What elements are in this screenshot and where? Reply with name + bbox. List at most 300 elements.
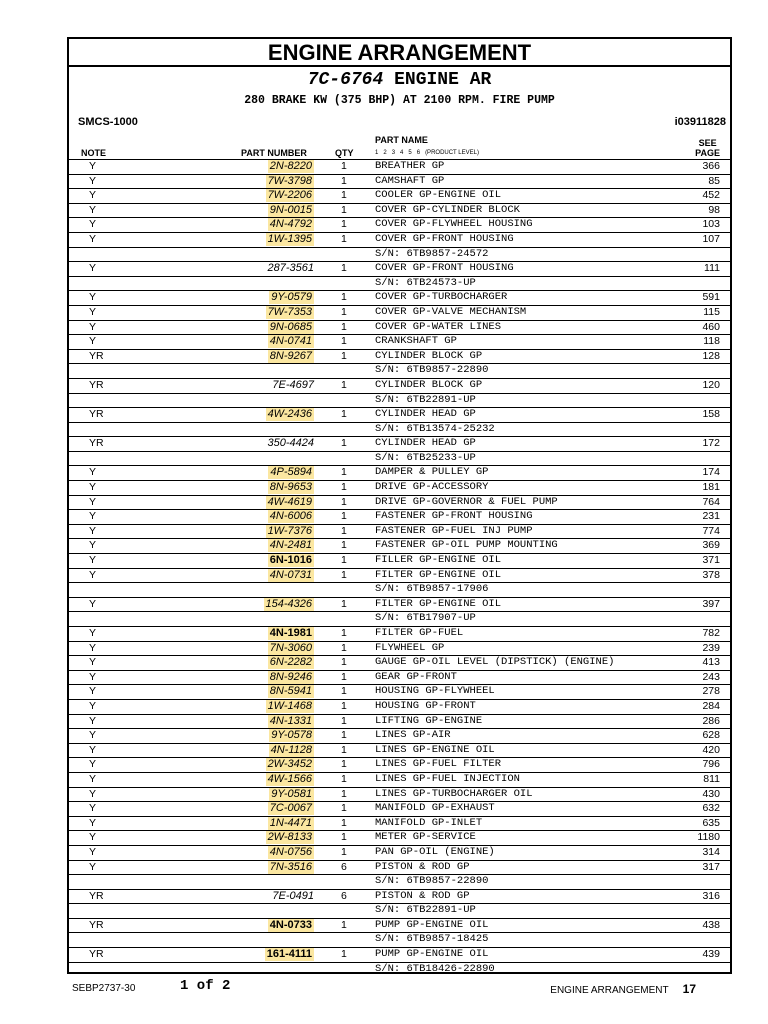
table-row [69,830,730,845]
table-row [69,889,730,904]
part-number-cell: 8N-9246 [269,670,312,683]
part-name-cell: CYLINDER HEAD GP [375,408,476,421]
qty-cell: 1 [341,699,347,712]
qty-cell: 1 [341,743,347,756]
note-cell: YR [89,918,104,931]
note-cell: Y [89,539,97,552]
see-page-cell: 243 [702,670,720,683]
part-name-cell: COVER GP-TURBOCHARGER [375,291,508,304]
see-page-cell: 174 [702,466,720,479]
see-page-cell: 158 [702,408,720,421]
serial-range-row [69,903,730,918]
part-number-cell: 9Y-0579 [271,291,312,304]
part-name-cell: COOLER GP-ENGINE OIL [375,189,502,202]
part-name-cell: CRANKSHAFT GP [375,335,457,348]
part-number-cell: 4N-0756 [269,845,312,858]
part-name-cell: S/N: 6TB18426-22890 [375,962,495,975]
serial-range-row [69,393,730,408]
part-name-cell: DAMPER & PULLEY GP [375,466,489,479]
part-number-cell: 4N-0733 [269,918,312,931]
part-number-cell: 4N-6006 [269,510,312,523]
part-number-cell: 2W-8133 [267,831,312,844]
part-number-cell: 287-3561 [267,262,314,275]
note-cell: Y [89,262,97,275]
see-page-cell: 371 [702,554,720,567]
level-5: 5 [408,150,412,156]
note-cell: Y [89,714,97,727]
note-cell: Y [89,772,97,785]
see-page-cell: 452 [702,189,720,202]
see-page-cell: 397 [702,597,720,610]
qty-cell: 1 [341,948,347,961]
part-name-cell: GAUGE GP-OIL LEVEL (DIPSTICK) (ENGINE) [375,656,615,669]
part-number-cell: 6N-1016 [269,554,312,567]
qty-cell: 1 [341,189,347,202]
note-cell: Y [89,320,97,333]
part-name-cell: S/N: 6TB13574-25232 [375,422,495,435]
qty-cell: 1 [341,627,347,639]
qty-cell: 1 [341,349,347,362]
note-cell: YR [89,948,104,961]
table-row [69,743,730,758]
part-number-cell: 4N-1981 [269,627,312,639]
qty-cell: 1 [341,262,347,275]
table-row [69,655,730,670]
note-cell: Y [89,232,97,245]
level-3: 3 [391,150,396,156]
part-number-cell: 7N-3516 [269,860,312,873]
see-page-cell: 181 [702,481,720,494]
see-page-cell: 128 [702,349,720,362]
serial-range-row [69,582,730,597]
column-header-note: NOTE [81,148,107,158]
qty-cell: 1 [341,758,347,771]
qty-cell: 1 [341,437,347,450]
part-number-cell: 6N-2282 [269,656,312,669]
level-6: 6 [416,150,421,156]
note-cell: Y [89,466,97,479]
column-header-qty: QTY [335,148,354,158]
part-number-cell: 8N-9653 [269,481,312,494]
part-name-cell: COVER GP-FRONT HOUSING [375,232,514,245]
qty-cell: 1 [341,845,347,858]
table-row [69,509,730,524]
part-name-cell: LINES GP-FUEL INJECTION [375,772,520,785]
note-cell: Y [89,831,97,844]
table-row [69,524,730,539]
footer-section [550,982,696,998]
qty-cell: 1 [341,641,347,654]
part-number-cell: 2W-3452 [267,758,312,771]
part-name-cell: CAMSHAFT GP [375,174,445,187]
part-number-cell: 1W-1468 [267,699,312,712]
table-row [69,495,730,510]
see-page-cell: 115 [703,305,720,318]
table-row [69,480,730,495]
qty-cell: 1 [341,539,347,552]
qty-cell: 1 [341,378,347,391]
note-cell: Y [89,699,97,712]
qty-cell: 1 [341,495,347,508]
table-row [69,728,730,743]
part-number-cell: 8N-5941 [269,685,312,698]
see-page-cell: 98 [708,203,720,216]
part-name-cell: DRIVE GP-GOVERNOR & FUEL PUMP [375,495,558,508]
see-page-cell: 439 [702,948,720,961]
note-cell: Y [89,641,97,654]
qty-cell: 1 [341,174,347,187]
part-number-cell: 7W-2206 [267,189,312,202]
note-cell: Y [89,203,97,216]
see-page-cell: 286 [702,714,720,727]
part-name-cell: S/N: 6TB9857-18425 [375,933,489,946]
qty-cell: 1 [341,481,347,494]
part-name-cell: CYLINDER BLOCK GP [375,378,483,391]
see-page-cell: 591 [702,291,720,304]
note-cell: Y [89,656,97,669]
qty-cell: 1 [341,656,347,669]
footer-section-name: ENGINE ARRANGEMENT [550,985,669,996]
part-name-cell: PISTON & ROD GP [375,889,470,902]
note-cell: Y [89,305,97,318]
see-page-cell: 239 [702,641,720,654]
part-name-cell: LINES GP-FUEL FILTER [375,758,502,771]
part-name-cell: CYLINDER BLOCK GP [375,349,483,362]
part-number-cell: 9Y-0581 [271,787,312,800]
qty-cell: 1 [341,772,347,785]
see-page-cell: 278 [702,685,720,698]
qty-cell: 1 [341,831,347,844]
table-row [69,816,730,831]
part-number-cell: 4N-2481 [269,539,312,552]
part-number-cell: 4W-2436 [267,408,312,421]
qty-cell: 1 [341,335,347,348]
part-number-cell: 4N-0731 [269,568,312,581]
part-name-cell: FASTENER GP-FUEL INJ PUMP [375,524,533,537]
table-row [69,699,730,714]
qty-cell: 6 [341,889,347,902]
see-page-cell: 317 [702,860,720,873]
note-cell: Y [89,160,97,172]
qty-cell: 1 [341,802,347,815]
serial-range-row [69,276,730,291]
see-page-cell: 774 [702,524,720,537]
see-page-cell: 107 [702,232,720,245]
see-page-cell: 118 [703,335,720,348]
see-page-cell: 782 [702,627,720,639]
part-number-cell: 2N-8220 [269,160,312,172]
see-page-cell: 284 [702,699,720,712]
part-name-cell: PUMP GP-ENGINE OIL [375,948,489,961]
table-row [69,772,730,787]
note-cell: Y [89,554,97,567]
table-row [69,305,730,320]
table-row [69,334,730,349]
footer-page-number: 17 [682,982,696,996]
engine-heading [69,69,730,91]
see-page-cell: 378 [702,568,720,581]
part-name-cell: S/N: 6TB9857-17906 [375,583,489,596]
note-cell: Y [89,729,97,742]
serial-range-row [69,874,730,889]
note-cell: Y [89,816,97,829]
qty-cell: 1 [341,232,347,245]
part-name-cell: LIFTING GP-ENGINE [375,714,483,727]
see-page-cell: 420 [702,743,720,756]
table-row [69,641,730,656]
part-number-cell: 4N-1331 [269,714,312,727]
qty-cell: 1 [341,305,347,318]
note-cell: Y [89,189,97,202]
engine-description: 280 BRAKE KW (375 BHP) AT 2100 RPM. FIRE PUMP [244,94,555,107]
table-row [69,553,730,568]
part-name-cell: DRIVE GP-ACCESSORY [375,481,489,494]
part-name-cell: COVER GP-CYLINDER BLOCK [375,203,520,216]
see-page-cell: 628 [702,729,720,742]
column-header-part-name: PART NAME [375,135,428,145]
see-page-cell: 460 [702,320,720,333]
table-row [69,684,730,699]
part-number-cell: 1W-7376 [267,524,312,537]
table-row [69,597,730,612]
part-name-cell: S/N: 6TB9857-22890 [375,875,489,888]
note-cell: Y [89,685,97,698]
part-name-cell: COVER GP-VALVE MECHANISM [375,305,527,318]
see-page-cell: 314 [702,845,720,858]
part-name-cell: FILTER GP-ENGINE OIL [375,597,502,610]
part-number-cell: 4N-1128 [270,743,312,756]
see-page-cell: 438 [702,918,720,931]
note-cell: Y [89,174,97,187]
table-row [69,407,730,422]
table-row [69,918,730,933]
qty-cell: 1 [341,291,347,304]
part-name-cell: S/N: 6TB22891-UP [375,904,476,917]
part-name-cell: PUMP GP-ENGINE OIL [375,918,489,931]
smcs-code: SMCS-1000 [78,116,138,128]
part-name-cell: COVER GP-WATER LINES [375,320,502,333]
note-cell: Y [89,627,97,639]
product-level-header [375,149,479,157]
table-row [69,349,730,364]
part-number-cell: 4N-0741 [269,335,312,348]
note-cell: Y [89,802,97,815]
part-name-cell: LINES GP-ENGINE OIL [375,743,495,756]
part-number-cell: 7W-7353 [267,305,312,318]
table-row [69,568,730,583]
see-page-cell: 103 [702,218,720,231]
part-name-cell: COVER GP-FRONT HOUSING [375,262,514,275]
column-header-see-page [695,138,720,158]
table-row [69,714,730,729]
part-name-cell: MANIFOLD GP-EXHAUST [375,802,495,815]
note-cell: Y [89,670,97,683]
table-row [69,538,730,553]
table-row [69,845,730,860]
note-cell: Y [89,860,97,873]
page-title: ENGINE ARRANGEMENT [69,39,730,67]
table-row [69,232,730,247]
part-name-cell: S/N: 6TB22891-UP [375,393,476,406]
table-row [69,465,730,480]
table-row [69,670,730,685]
table-row [69,174,730,189]
part-name-cell: GEAR GP-FRONT [375,670,457,683]
part-number-cell: 154-4326 [265,597,312,610]
part-name-cell: FASTENER GP-OIL PUMP MOUNTING [375,539,558,552]
illustration-id: i03911828 [674,116,726,128]
part-number-cell: 9N-0015 [269,203,312,216]
level-4: 4 [400,150,404,156]
part-name-cell: BREATHER GP [375,160,445,172]
part-number-cell: 7N-3060 [269,641,312,654]
qty-cell: 6 [341,860,347,873]
table-row [69,261,730,276]
part-name-cell: CYLINDER HEAD GP [375,437,476,450]
part-number-cell: 9N-0685 [269,320,312,333]
qty-cell: 1 [341,510,347,523]
note-cell: Y [89,524,97,537]
level-2: 2 [383,150,387,156]
part-number-cell: 1N-4471 [269,816,312,829]
qty-cell: 1 [341,203,347,216]
note-cell: Y [89,845,97,858]
note-cell: Y [89,495,97,508]
see-label: SEE [698,138,717,148]
part-name-cell: S/N: 6TB25233-UP [375,451,476,464]
part-name-cell: METER GP-SERVICE [375,831,476,844]
table-row [69,947,730,962]
part-name-cell: S/N: 6TB17907-UP [375,612,476,625]
see-page-cell: 1180 [697,831,720,844]
part-number-cell: 7W-3798 [267,174,312,187]
part-name-cell: FLYWHEEL GP [375,641,445,654]
column-header-part-number: PART NUMBER [241,148,307,158]
see-page-cell: 811 [703,772,720,785]
note-cell: YR [89,437,104,450]
part-name-cell: PISTON & ROD GP [375,860,470,873]
table-row [69,290,730,305]
qty-cell: 1 [341,787,347,800]
footer-doc-id: SEBP2737-30 [72,983,136,994]
table-row [69,217,730,232]
serial-range-row [69,422,730,437]
qty-cell: 1 [341,714,347,727]
see-page-cell: 111 [704,262,720,275]
part-name-cell: MANIFOLD GP-INLET [375,816,483,829]
part-number-cell: 1W-1395 [267,232,312,245]
serial-range-row [69,611,730,626]
qty-cell: 1 [341,729,347,742]
qty-cell: 1 [341,568,347,581]
see-page-cell: 764 [702,495,720,508]
note-cell: Y [89,568,97,581]
see-page-cell: 231 [702,510,720,523]
part-name-cell: S/N: 6TB9857-22890 [375,364,489,377]
qty-cell: 1 [341,320,347,333]
note-cell: Y [89,743,97,756]
note-cell: YR [89,408,104,421]
table-row [69,203,730,218]
see-page-cell: 85 [708,174,720,187]
note-cell: Y [89,481,97,494]
part-name-cell: LINES GP-AIR [375,729,451,742]
part-number-cell: 4W-1566 [267,772,312,785]
table-row [69,860,730,875]
see-page-cell: 430 [702,787,720,800]
note-cell: Y [89,510,97,523]
qty-cell: 1 [341,524,347,537]
part-name-cell: LINES GP-TURBOCHARGER OIL [375,787,533,800]
table-row [69,436,730,451]
qty-cell: 1 [341,597,347,610]
part-number-cell: 7E-4697 [272,378,314,391]
product-level-label: (PRODUCT LEVEL) [425,150,479,156]
serial-range-row [69,363,730,378]
see-page-cell: 796 [702,758,720,771]
part-number-cell: 7E-0491 [272,889,314,902]
note-cell: Y [89,787,97,800]
part-name-cell: S/N: 6TB24573-UP [375,276,476,289]
table-row [69,801,730,816]
part-number-cell: 7C-0067 [269,802,312,815]
note-cell: YR [89,378,104,391]
table-row [69,320,730,335]
note-cell: YR [89,349,104,362]
note-cell: Y [89,597,97,610]
table-row [69,159,730,174]
qty-cell: 1 [341,160,347,172]
part-number-cell: 4P-5894 [270,466,312,479]
part-number-cell: 350-4424 [267,437,314,450]
see-page-cell: 366 [702,160,720,172]
qty-cell: 1 [341,408,347,421]
part-number-cell: 161-4111 [266,948,312,961]
note-cell: Y [89,291,97,304]
part-name-cell: FILTER GP-ENGINE OIL [375,568,502,581]
model-number: 7C-6764 [307,70,384,90]
part-name-cell: COVER GP-FLYWHEEL HOUSING [375,218,533,231]
part-name-cell: FASTENER GP-FRONT HOUSING [375,510,533,523]
part-name-cell: PAN GP-OIL (ENGINE) [375,845,495,858]
qty-cell: 1 [341,218,347,231]
see-page-cell: 120 [702,378,720,391]
part-number-cell: 4N-4792 [269,218,312,231]
part-name-cell: HOUSING GP-FLYWHEEL [375,685,495,698]
note-cell: Y [89,758,97,771]
page-label: PAGE [695,148,720,158]
note-cell: Y [89,218,97,231]
serial-range-row [69,247,730,262]
serial-range-row [69,451,730,466]
part-name-cell: HOUSING GP-FRONT [375,699,476,712]
qty-cell: 1 [341,685,347,698]
serial-range-row [69,932,730,947]
table-row [69,787,730,802]
level-1: 1 [375,150,379,156]
table-row [69,757,730,772]
see-page-cell: 413 [702,656,720,669]
qty-cell: 1 [341,670,347,683]
see-page-cell: 635 [702,816,720,829]
table-row [69,188,730,203]
parts-list-frame [67,37,732,974]
part-number-cell: 4W-4619 [267,495,312,508]
table-row [69,626,730,641]
see-page-cell: 369 [702,539,720,552]
qty-cell: 1 [341,918,347,931]
note-cell: Y [89,335,97,348]
